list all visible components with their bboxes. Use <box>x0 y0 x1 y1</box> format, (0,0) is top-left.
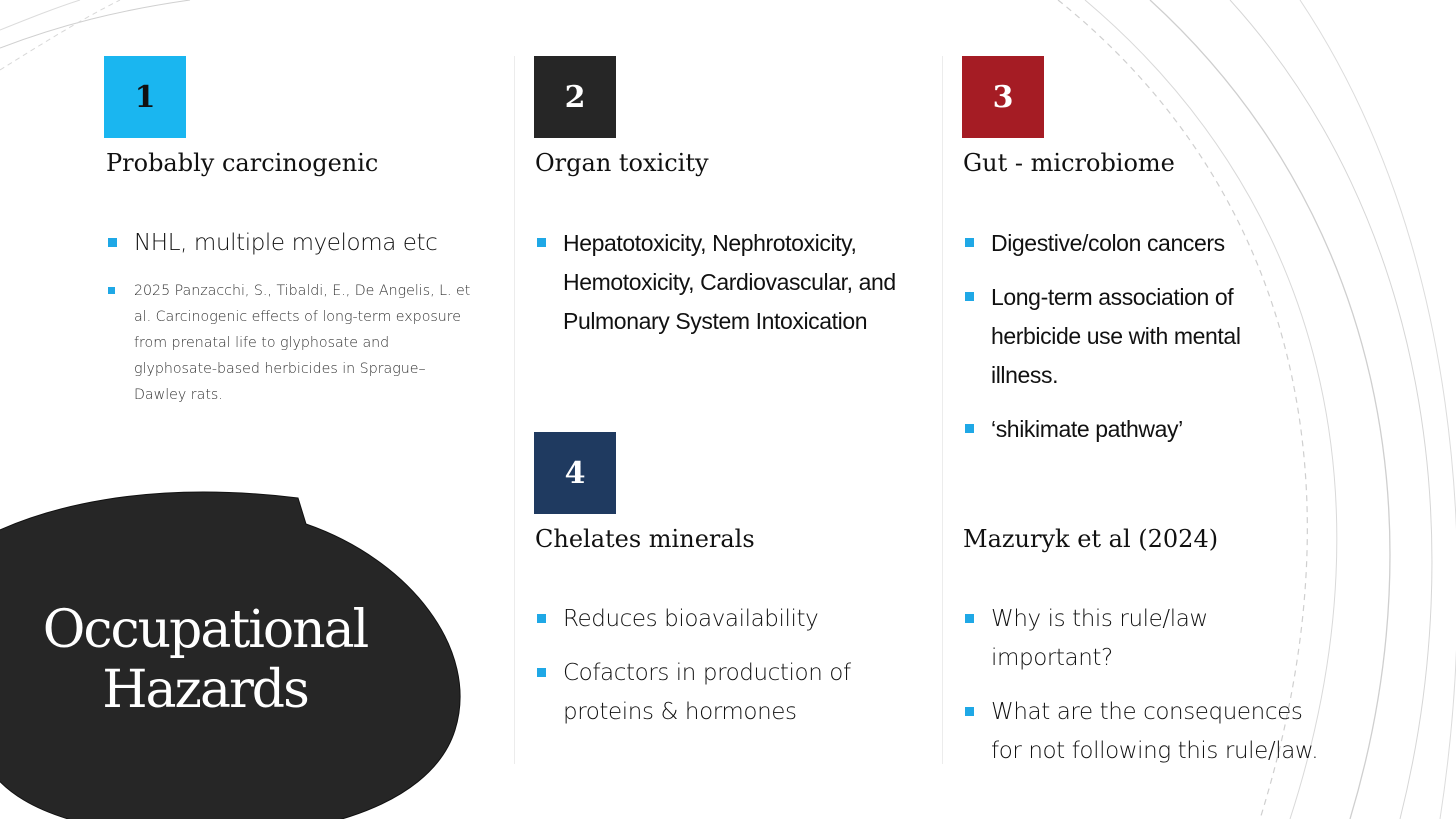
column-divider <box>942 56 943 764</box>
section-4-bullets <box>535 600 915 747</box>
slide-title-line-2: Hazards <box>102 660 308 720</box>
section-number-2: 2 <box>534 56 616 138</box>
list-item: Cofactors in production of proteins & hormones <box>535 654 915 732</box>
list-item: Hepatotoxicity, Nephrotoxicity, Hemotoxicity, Cardiovascular, and Pulmonary System Intoxication <box>535 224 905 341</box>
section-heading-4: Chelates minerals <box>535 525 755 553</box>
slide-title <box>0 600 410 720</box>
list-item: Reduces bioavailability <box>535 600 915 639</box>
section-heading-1: Probably carcinogenic <box>106 149 379 177</box>
column-divider <box>514 56 515 764</box>
section-1-sub-bullets <box>106 278 476 408</box>
section-number-1: 1 <box>104 56 186 138</box>
section-heading-2: Organ toxicity <box>535 149 709 177</box>
section-3-bullets <box>963 224 1293 464</box>
section-number-4: 4 <box>534 432 616 514</box>
slide-title-line-1: Occupational <box>42 600 368 660</box>
list-item: ‘shikimate pathway’ <box>963 410 1293 449</box>
section-5-bullets <box>963 600 1333 786</box>
list-item: Digestive/colon cancers <box>963 224 1293 263</box>
section-1-bullets <box>106 224 486 278</box>
section-heading-3: Gut - microbiome <box>963 149 1175 177</box>
list-item: Why is this rule/law important? <box>963 600 1333 678</box>
list-item: 2025 Panzacchi, S., Tibaldi, E., De Angelis, L. et al. Carcinogenic effects of long-term exposure from prenatal life to glyphosate and glyphosate-based herbicides in Sprague–Dawley rats. <box>106 278 476 408</box>
section-2-bullets <box>535 224 905 356</box>
list-item: Long-term association of herbicide use with mental illness. <box>963 278 1293 395</box>
section-number-3: 3 <box>962 56 1044 138</box>
list-item: NHL, multiple myeloma etc <box>106 224 486 263</box>
section-heading-5: Mazuryk et al (2024) <box>963 525 1219 553</box>
list-item: What are the consequences for not following this rule/law. <box>963 693 1333 771</box>
